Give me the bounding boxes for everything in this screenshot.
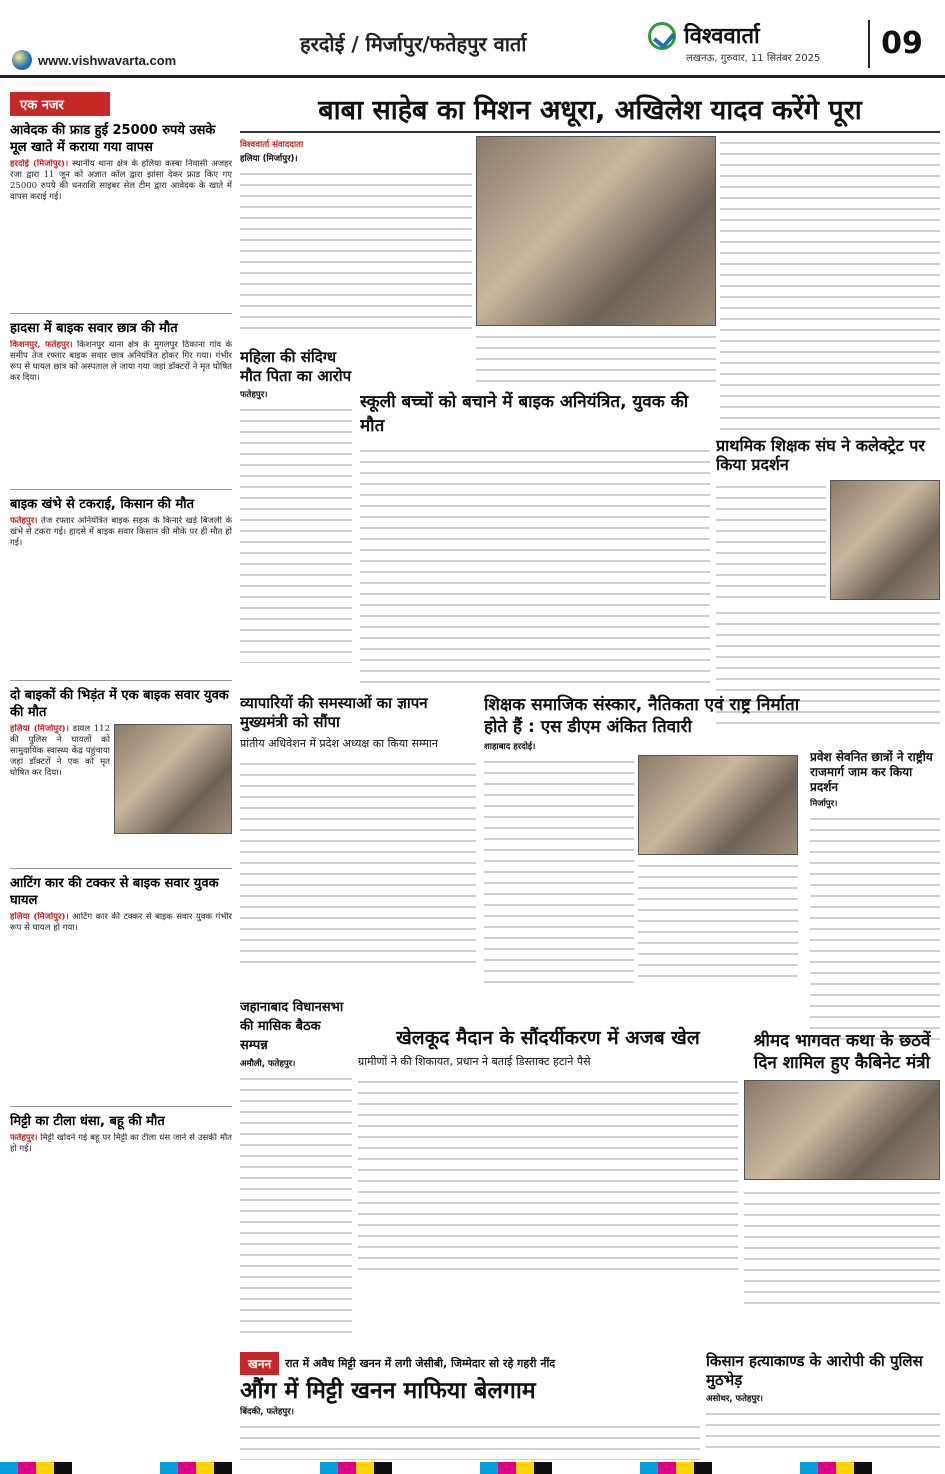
brief-body: फतेहपुर। मिट्टी खोदने गई बहू पर मिट्टी का टीला धंस जाने से उसकी मौत हो गई। xyxy=(10,1133,232,1154)
print-color-strip xyxy=(0,1462,945,1474)
story-students: प्रवेश सेवनित छात्रों ने राष्ट्रीय राजमार्ग जाम कर किया प्रदर्शन मिर्जापुर। xyxy=(810,750,940,1040)
story-headline: श्रीमद भागवत कथा के छठवें दिन शामिल हुए कैबिनेट मंत्री xyxy=(753,1031,931,1073)
brief-story xyxy=(10,875,232,1102)
lead-photo xyxy=(476,136,716,326)
story-headline: शिक्षक समाजिक संस्कार, नैतिकता एवं राष्ट्र निर्माता होते हैं : एस डीएम अंकित तिवारी xyxy=(484,695,800,737)
story-shikshak: शिक्षक समाजिक संस्कार, नैतिकता एवं राष्ट्र निर्माता होते हैं : एस डीएम अंकित तिवारी शाहाबाद हरदोई। xyxy=(484,694,804,1024)
paper-name: विश्ववार्ता xyxy=(684,24,760,49)
brief-story xyxy=(10,687,232,864)
brief-body: किशनपुर, फतेहपुर। किशनपुर थाना क्षेत्र के मुगलपुर ठिकाना गांव के समीप तेज रफ्तार बाइक सवार छात्र अनियंत्रित होकर गिर गया। गंभीर रूप से घायल छात्र को अस्पताल ले जाया गया जहां डॉक्टरों ने मृत घोषित कर दिया। xyxy=(10,340,232,383)
globe-icon xyxy=(12,50,32,70)
story-jahanabad: जहानाबाद विधानसभा की मासिक बैठक सम्पन्न अमौली, फतेहपुर। xyxy=(240,998,352,1348)
lead-story-under-photo xyxy=(476,330,716,385)
accident-photo xyxy=(114,724,232,834)
teachers-protest-photo xyxy=(830,480,940,600)
story-headline: प्रवेश सेवनित छात्रों ने राष्ट्रीय राजमार्ग जाम कर किया प्रदर्शन xyxy=(810,750,933,794)
story-headline: औंग में मिट्टी खनन माफिया बेलगाम xyxy=(240,1378,536,1404)
story-police: किसान हत्याकाण्ड के आरोपी की पुलिस मुठभेड़ असोथर, फतेहपुर। xyxy=(706,1352,940,1460)
story-kicker: प्रांतीय अधिवेशन में प्रदेश अध्यक्ष का किया सम्मान xyxy=(240,737,438,750)
story-mining: खनन रात में अवैध मिट्टी खनन में लगी जेसीबी, जिम्मेदार सो रहे गहरी नींद औंग में मिट्टी खनन माफिया बेलगाम बिंदकी, फतेहपुर। xyxy=(240,1352,700,1460)
story-headline: जहानाबाद विधानसभा की मासिक बैठक सम्पन्न xyxy=(240,1000,344,1053)
brief-story xyxy=(10,496,232,676)
page-number: 09 xyxy=(868,20,934,68)
lead-story-text: विश्ववार्ता संवाददाता हलिया (मिर्जापुर)। xyxy=(240,136,472,346)
story-headline: प्राथमिक शिक्षक संघ ने कलेक्ट्रेट पर किया प्रदर्शन xyxy=(716,436,925,474)
brief-body: हलिया (मिर्जापुर)। आटिंग कार की टक्कर से बाइक सवार युवक गंभीर रूप से घायल हो गया। xyxy=(10,912,232,933)
brief-story xyxy=(10,1113,232,1333)
ek-nazar-label: एक नजर xyxy=(10,92,110,116)
brief-headline: बाइक खंभे से टकराई, किसान की मौत xyxy=(10,497,195,512)
story-headline: खेलकूद मैदान के सौंदर्यीकरण में अजब खेल xyxy=(396,1027,700,1049)
story-mahila: महिला की संदिग्ध मौत पिता का आरोप फतेहपुर। xyxy=(240,348,352,688)
main-area xyxy=(240,90,940,1460)
story-headline: किसान हत्याकाण्ड के आरोपी की पुलिस मुठभेड़ xyxy=(706,1352,923,1389)
brief-body: फतेहपुर। तेज रफ्तार अनियंत्रित बाइक सड़क के किनारे खड़े बिजली के खंभे से टकरा गई। हादसे में बाइक सवार किसान की मौके पर ही मौत हो गई। xyxy=(10,516,232,548)
website-url[interactable]: www.vishwavarta.com xyxy=(38,52,177,68)
ek-nazar-column xyxy=(10,92,232,1456)
story-khel xyxy=(358,1026,738,1306)
story-bhagwat xyxy=(744,1030,940,1320)
brief-body: हलिया (मिर्जापुर)। डायल 112 की पुलिस ने घायलों को सामुदायिक स्वास्थ्य केंद्र पहुंचाया जहां डॉक्टरों ने एक को मृत घोषित कर दिया। xyxy=(10,724,110,778)
story-traders xyxy=(240,694,476,994)
story-school xyxy=(360,390,710,690)
brief-headline: दो बाइकों की भिड़ंत में एक बाइक सवार युवक की मौत xyxy=(10,688,229,720)
brief-headline: आटिंग कार की टक्कर से बाइक सवार युवक घायल xyxy=(10,876,219,908)
website-block xyxy=(12,50,176,70)
brief-headline: मिट्टी का टीला धंसा, बहू की मौत xyxy=(10,1114,165,1129)
lead-headline: बाबा साहेब का मिशन अधूरा, अखिलेश यादव करेंगे पूरा xyxy=(240,90,940,133)
brief-body: हरदोई (मिर्जापुर)। स्थानीय थाना क्षेत्र के हलिया कस्बा निवासी अजहर रजा द्वारा 11 जून को अज्ञात कॉल द्वारा झांसा देकर फ्राड किए गए 25000 रुपये की धनराशि साइबर सेल टीम द्वारा आवेदक के खाते में वापस कराई गई। xyxy=(10,159,232,202)
lead-story-cont xyxy=(720,136,940,436)
brief-headline: हादसा में बाइक सवार छात्र की मौत xyxy=(10,321,178,336)
story-kicker: ग्रामीणों ने की शिकायत, प्रधान ने बताई डिस्ताक्ट हटाने पैसे xyxy=(358,1055,591,1068)
khanan-subhead: रात में अवैध मिट्टी खनन में लगी जेसीबी, जिम्मेदार सो रहे गहरी नींद xyxy=(285,1357,556,1370)
khanan-banner: खनन xyxy=(240,1352,279,1375)
issue-dateline: लखनऊ, गुरुवार, 11 सितंबर 2025 xyxy=(686,53,821,64)
story-headline: व्यापारियों की समस्याओं का ज्ञापन मुख्यमंत्री को सौंपा xyxy=(240,694,428,731)
section-title: हरदोई / मिर्जापुर/फतेहपुर वार्ता xyxy=(300,32,527,56)
shikshak-photo xyxy=(638,755,798,855)
brief-headline: आवेदक की फ्राड हुई 25000 रुपये उसके मूल खाते में कराया गया वापस xyxy=(10,123,216,155)
bhagwat-photo xyxy=(744,1080,940,1180)
story-headline: महिला की संदिग्ध मौत पिता का आरोप xyxy=(240,348,352,385)
brief-story xyxy=(10,122,232,309)
story-headline: स्कूली बच्चों को बचाने में बाइक अनियंत्रित, युवक की मौत xyxy=(360,392,689,436)
masthead xyxy=(0,0,945,78)
paper-logo-icon xyxy=(648,22,676,50)
brief-story xyxy=(10,320,232,485)
